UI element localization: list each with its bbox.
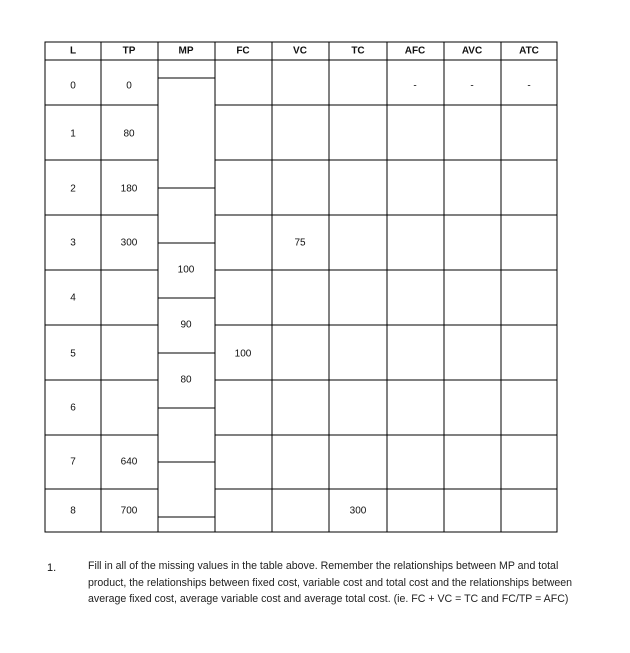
cell-TP: 700 — [120, 505, 138, 517]
cell-L: 4 — [70, 292, 76, 304]
header-FC: FC — [236, 45, 250, 57]
question-number: 1. — [47, 562, 57, 574]
cell-L: 3 — [70, 237, 76, 249]
header-AVC: AVC — [461, 45, 483, 57]
cell-ATC: - — [527, 80, 531, 92]
cell-MP: 90 — [180, 319, 192, 331]
cell-AFC: - — [413, 80, 417, 92]
cell-FC: 100 — [234, 348, 252, 360]
header-VC: VC — [293, 45, 307, 57]
cell-L: 0 — [70, 80, 76, 92]
cell-AVC: - — [470, 80, 474, 92]
cell-MP: 100 — [177, 264, 195, 276]
cell-TP: 300 — [120, 237, 138, 249]
cell-TP: 0 — [126, 80, 132, 92]
cell-L: 2 — [70, 183, 76, 195]
header-AFC: AFC — [404, 45, 426, 57]
cell-L: 7 — [70, 456, 76, 468]
cell-TC: 300 — [349, 505, 367, 517]
cell-L: 6 — [70, 402, 76, 414]
cell-TP: 640 — [120, 456, 138, 468]
cell-TP: 180 — [120, 183, 138, 195]
header-TP: TP — [122, 45, 136, 57]
cell-MP: 80 — [180, 374, 192, 386]
cell-VC: 75 — [294, 237, 306, 249]
cell-L: 8 — [70, 505, 76, 517]
header-ATC: ATC — [519, 45, 539, 57]
header-L: L — [69, 45, 77, 57]
header-TC: TC — [351, 45, 365, 57]
cell-TP: 80 — [123, 128, 135, 140]
question-text: Fill in all of the missing values in the table above. Remember the relationships between MP and total product, the relationships between fixed cost, variable cost and total cost and the relationships between average fixed cost, average variable cost and average total cost. (ie. FC + VC = TC and FC/TP = AFC) — [88, 560, 573, 605]
cell-L: 5 — [70, 348, 76, 360]
header-MP: MP — [178, 45, 194, 57]
cell-L: 1 — [70, 128, 76, 140]
